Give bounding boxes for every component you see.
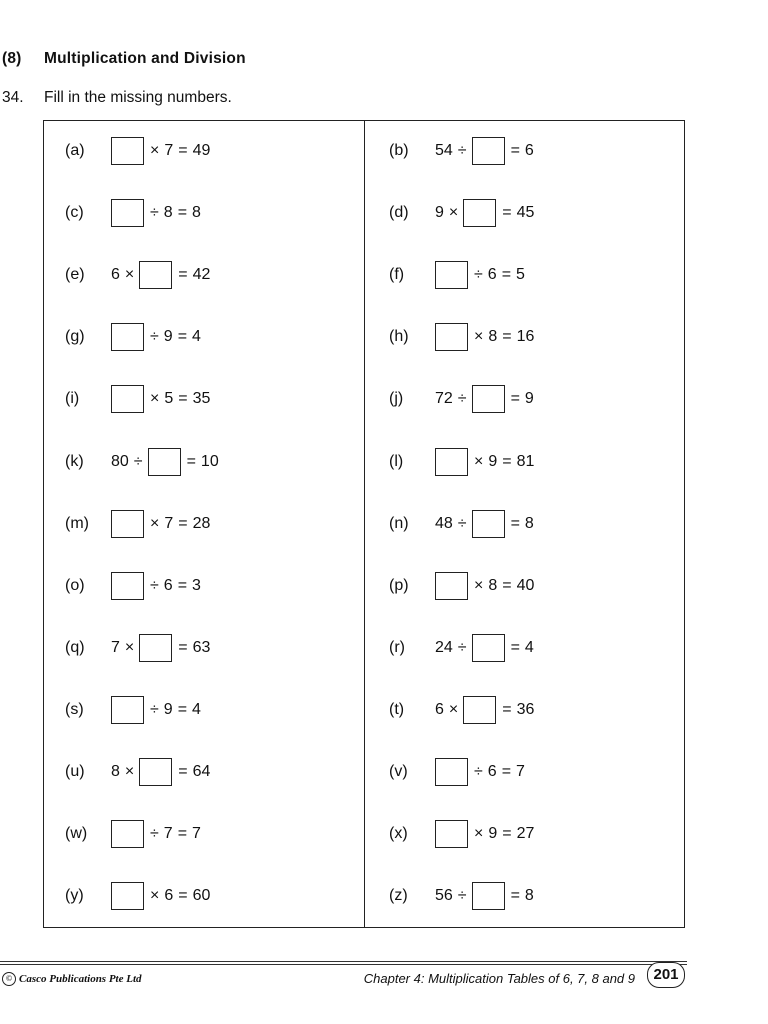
problem-label: (l) <box>389 452 404 470</box>
problem-label: (x) <box>389 825 408 843</box>
operator-symbol: = <box>510 390 520 408</box>
number-term: 45 <box>516 204 535 222</box>
problem-item <box>389 446 539 478</box>
number-term: 3 <box>192 576 201 594</box>
operator-symbol: ÷ <box>150 700 159 718</box>
answer-box[interactable] <box>111 199 144 227</box>
answer-box[interactable] <box>472 634 505 662</box>
number-term: 49 <box>192 142 211 159</box>
number-term: 60 <box>192 887 211 905</box>
problem-item <box>65 632 215 664</box>
operator-symbol: = <box>178 514 188 532</box>
number-term: 7 <box>164 142 174 159</box>
problem-item <box>65 259 215 291</box>
operator-symbol: = <box>502 328 512 346</box>
number-term: 6 <box>435 700 444 718</box>
answer-box[interactable] <box>435 758 468 786</box>
answer-box[interactable] <box>111 820 144 848</box>
number-term: 72 <box>435 390 453 408</box>
operator-symbol: = <box>502 700 512 718</box>
problem-item <box>65 880 215 912</box>
answer-box[interactable] <box>472 137 505 165</box>
answer-box[interactable] <box>435 261 468 289</box>
number-term: 48 <box>435 514 453 532</box>
operator-symbol: ÷ <box>150 328 159 346</box>
answer-box[interactable] <box>111 137 144 165</box>
publisher-name: Casco Publications Pte Ltd <box>19 973 142 985</box>
problem-label: (i) <box>65 390 80 408</box>
operator-symbol: ÷ <box>150 825 159 843</box>
problem-item <box>389 756 530 788</box>
section-heading <box>2 50 246 68</box>
problem-item <box>65 570 206 602</box>
answer-box[interactable] <box>472 510 505 538</box>
answer-box[interactable] <box>435 323 468 351</box>
operator-symbol: = <box>178 142 188 159</box>
number-term: 7 <box>516 763 525 780</box>
number-term: 9 <box>488 452 498 470</box>
operator-symbol: × <box>474 576 484 594</box>
problem-label: (m) <box>65 514 89 532</box>
number-term: 9 <box>488 825 498 843</box>
page-number: 201 <box>647 962 685 988</box>
problem-label: (v) <box>389 763 408 780</box>
operator-symbol: = <box>177 825 188 843</box>
answer-box[interactable] <box>111 510 144 538</box>
number-term: 6 <box>524 142 534 159</box>
number-term: 64 <box>192 763 211 780</box>
chapter-caption: Chapter 4: Multiplication Tables of 6, 7, 8 and 9 <box>363 971 635 986</box>
answer-box[interactable] <box>435 448 468 476</box>
operator-symbol: ÷ <box>150 576 159 594</box>
problem-label: (b) <box>389 142 409 159</box>
number-term: 6 <box>163 576 173 594</box>
problem-label: (w) <box>65 825 88 843</box>
question-number: 34. <box>2 89 24 106</box>
question-heading <box>2 89 232 107</box>
problem-label: (o) <box>65 576 85 594</box>
problem-label: (c) <box>65 204 84 222</box>
operator-symbol: = <box>510 638 520 656</box>
problem-label: (r) <box>389 638 405 656</box>
operator-symbol: = <box>178 887 188 905</box>
section-title: Multiplication and Division <box>44 50 246 67</box>
number-term: 9 <box>163 328 173 346</box>
answer-box[interactable] <box>472 882 505 910</box>
operator-symbol: = <box>178 763 188 780</box>
operator-symbol: × <box>474 328 484 346</box>
number-term: 5 <box>516 266 525 284</box>
operator-symbol: ÷ <box>133 452 143 470</box>
operator-symbol: × <box>124 763 135 780</box>
operator-symbol: = <box>178 390 188 408</box>
number-term: 4 <box>524 638 534 656</box>
answer-box[interactable] <box>139 758 172 786</box>
number-term: 8 <box>524 887 534 905</box>
problem-item <box>389 818 539 850</box>
section-number: (8) <box>2 50 22 67</box>
operator-symbol: × <box>150 142 160 159</box>
problem-item <box>389 383 539 415</box>
footer-rule <box>0 961 687 962</box>
operator-symbol: × <box>448 700 459 718</box>
number-term: 81 <box>516 452 535 470</box>
operator-symbol: = <box>177 204 188 222</box>
number-term: 35 <box>192 390 211 408</box>
number-term: 9 <box>524 390 534 408</box>
operator-symbol: ÷ <box>457 638 467 656</box>
question-text: Fill in the missing numbers. <box>44 89 232 106</box>
number-term: 28 <box>192 514 211 532</box>
operator-symbol: ÷ <box>457 142 467 159</box>
operator-symbol: = <box>502 452 512 470</box>
number-term: 8 <box>111 763 120 780</box>
answer-box[interactable] <box>111 696 144 724</box>
operator-symbol: = <box>510 887 520 905</box>
number-term: 63 <box>192 638 211 656</box>
operator-symbol: = <box>510 142 520 159</box>
problem-item <box>65 135 215 167</box>
answer-box[interactable] <box>111 323 144 351</box>
operator-symbol: × <box>474 825 484 843</box>
problem-label: (k) <box>65 452 84 470</box>
operator-symbol: × <box>474 452 484 470</box>
problem-label: (f) <box>389 266 405 284</box>
problem-label: (u) <box>65 763 85 780</box>
problem-label: (h) <box>389 328 409 346</box>
number-term: 80 <box>111 452 129 470</box>
answer-box[interactable] <box>472 385 505 413</box>
number-term: 24 <box>435 638 453 656</box>
operator-symbol: ÷ <box>457 390 467 408</box>
operator-symbol: = <box>502 576 512 594</box>
answer-box[interactable] <box>139 261 172 289</box>
answer-box[interactable] <box>139 634 172 662</box>
number-term: 4 <box>192 328 201 346</box>
number-term: 42 <box>192 266 211 284</box>
operator-symbol: × <box>150 390 160 408</box>
operator-symbol: = <box>178 638 188 656</box>
number-term: 10 <box>200 452 219 470</box>
number-term: 7 <box>111 638 120 656</box>
problem-item <box>389 197 539 229</box>
problem-label: (y) <box>65 887 84 905</box>
answer-box[interactable] <box>463 199 496 227</box>
operator-symbol: × <box>124 638 135 656</box>
number-term: 8 <box>524 514 534 532</box>
answer-box[interactable] <box>148 448 181 476</box>
answer-box[interactable] <box>111 882 144 910</box>
operator-symbol: = <box>178 266 188 284</box>
operator-symbol: ÷ <box>474 266 483 284</box>
answer-box[interactable] <box>463 696 496 724</box>
number-term: 27 <box>516 825 535 843</box>
operator-symbol: ÷ <box>457 514 467 532</box>
operator-symbol: = <box>177 576 188 594</box>
operator-symbol: × <box>150 887 160 905</box>
operator-symbol: ÷ <box>474 763 483 780</box>
problem-item <box>65 446 224 478</box>
number-term: 36 <box>516 700 535 718</box>
operator-symbol: × <box>124 266 135 284</box>
problem-item <box>65 508 215 540</box>
publisher-credit <box>2 972 142 986</box>
operator-symbol: = <box>502 825 512 843</box>
problem-item <box>389 508 539 540</box>
column-divider <box>364 121 365 927</box>
number-term: 6 <box>164 887 174 905</box>
operator-symbol: = <box>186 452 196 470</box>
number-term: 56 <box>435 887 453 905</box>
operator-symbol: = <box>501 763 512 780</box>
problem-item <box>389 135 539 167</box>
problem-item <box>65 383 215 415</box>
problem-label: (d) <box>389 204 409 222</box>
operator-symbol: = <box>177 700 188 718</box>
number-term: 5 <box>164 390 174 408</box>
operator-symbol: = <box>510 514 520 532</box>
operator-symbol: × <box>150 514 160 532</box>
problem-label: (s) <box>65 700 84 718</box>
problem-item <box>65 756 215 788</box>
problem-label: (z) <box>389 887 408 905</box>
operator-symbol: ÷ <box>150 204 159 222</box>
problem-item <box>389 880 539 912</box>
problems-box <box>43 120 685 928</box>
copyright-icon: © <box>2 972 16 986</box>
operator-symbol: = <box>177 328 188 346</box>
answer-box[interactable] <box>111 572 144 600</box>
problem-label: (e) <box>65 266 85 284</box>
number-term: 6 <box>111 266 120 284</box>
operator-symbol: = <box>502 204 512 222</box>
operator-symbol: ÷ <box>457 887 467 905</box>
problem-item <box>389 694 539 726</box>
problem-label: (p) <box>389 576 409 594</box>
problem-item <box>65 197 206 229</box>
number-term: 16 <box>516 328 535 346</box>
problem-item <box>65 694 206 726</box>
operator-symbol: = <box>501 266 512 284</box>
problem-item <box>389 632 539 664</box>
problem-item <box>389 321 539 353</box>
number-term: 8 <box>488 328 498 346</box>
footer-rule <box>0 964 687 965</box>
problem-item <box>389 259 530 291</box>
number-term: 6 <box>487 763 497 780</box>
number-term: 8 <box>192 204 201 222</box>
problem-label: (j) <box>389 390 404 408</box>
problem-label: (a) <box>65 142 85 159</box>
number-term: 6 <box>487 266 497 284</box>
number-term: 7 <box>163 825 173 843</box>
answer-box[interactable] <box>111 385 144 413</box>
problem-label: (g) <box>65 328 85 346</box>
problem-item <box>389 570 539 602</box>
problem-label: (q) <box>65 638 85 656</box>
problem-label: (t) <box>389 700 405 718</box>
number-term: 4 <box>192 700 201 718</box>
answer-box[interactable] <box>435 820 468 848</box>
problem-item <box>65 818 206 850</box>
number-term: 9 <box>435 204 444 222</box>
problem-label: (n) <box>389 514 409 532</box>
problem-item <box>65 321 206 353</box>
number-term: 9 <box>163 700 173 718</box>
number-term: 7 <box>192 825 201 843</box>
number-term: 54 <box>435 142 453 159</box>
number-term: 40 <box>516 576 535 594</box>
number-term: 7 <box>164 514 174 532</box>
answer-box[interactable] <box>435 572 468 600</box>
number-term: 8 <box>163 204 173 222</box>
operator-symbol: × <box>448 204 459 222</box>
number-term: 8 <box>488 576 498 594</box>
